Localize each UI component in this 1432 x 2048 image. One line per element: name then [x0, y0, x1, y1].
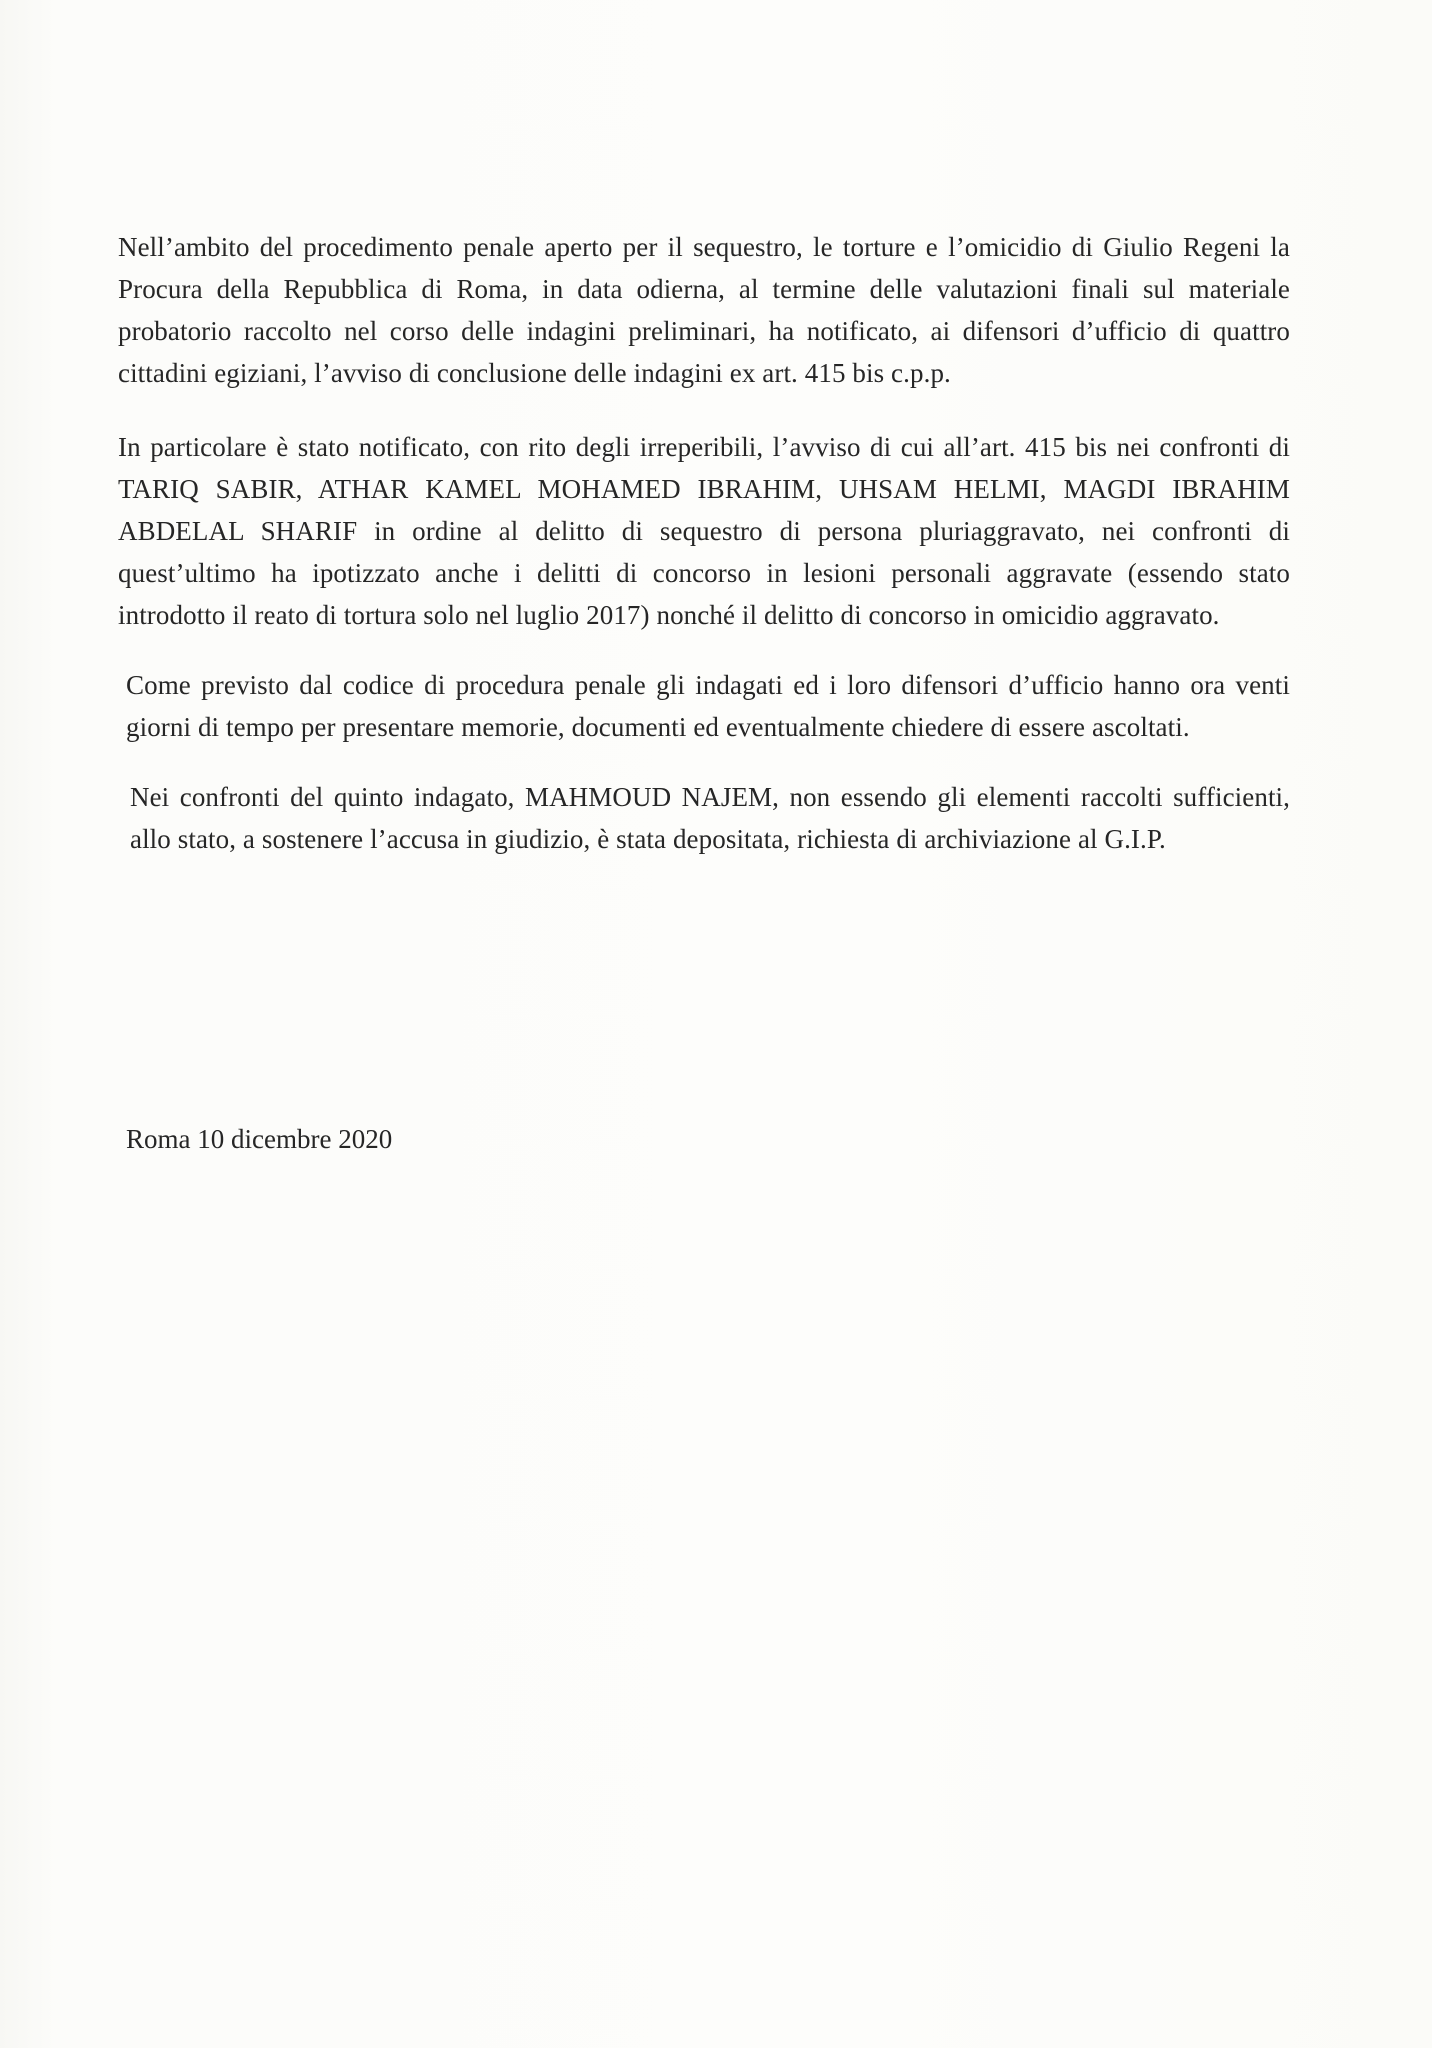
paragraph-defense-deadline: Come previsto dal codice di procedura penale gli indagati ed i loro difensori d’ufficio hanno ora venti giorni di tempo per presentare memorie, documenti ed eventualmente chiedere di essere ascoltati.: [126, 670, 1290, 742]
paragraph-notified-suspects: In particolare è stato notificato, con rito degli irreperibili, l’avviso di cui all’art. 415 bis nei confronti di TARIQ SABIR, ATHAR KAMEL MOHAMED IBRAHIM, UHSAM HELMI, MAGDI IBRAHIM ABDELAL SHARIF in ordine al delitto di sequestro di persona pluriaggravato, nei confronti di quest’ultimo ha ipotizzato anche i delitti di concorso in lesioni personali aggravate (essendo stato introdotto il reato di tortura solo nel luglio 2017) nonché il delitto di concorso in omicidio aggravato.: [118, 432, 1290, 630]
paragraph-archiving-request: Nei confronti del quinto indagato, MAHMOUD NAJEM, non essendo gli elementi raccolti sufficienti, allo stato, a sostenere l’accusa in giudizio, è stata depositata, richiesta di archiviazione al G.I.P.: [130, 782, 1290, 854]
paragraph-investigation-conclusion: Nell’ambito del procedimento penale aperto per il sequestro, le torture e l’omicidio di Giulio Regeni la Procura della Repubblica di Roma, in data odierna, al termine delle valutazioni finali sul materiale probatorio raccolto nel corso delle indagini preliminari, ha notificato, ai difensori d’ufficio di quattro cittadini egiziani, l’avviso di conclusione delle indagini ex art. 415 bis c.p.p.: [118, 232, 1290, 388]
document-date: Roma 10 dicembre 2020: [126, 1124, 393, 1154]
document-body: [118, 226, 1290, 888]
